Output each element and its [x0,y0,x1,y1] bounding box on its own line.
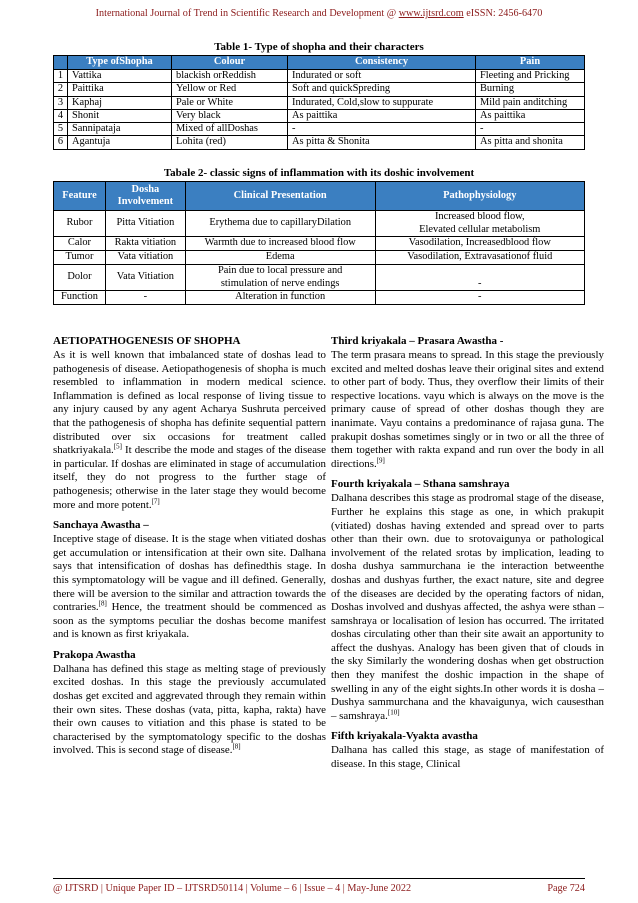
citation: [9] [376,456,385,465]
column-header: Consistency [288,56,476,70]
table-cell: Indurated, Cold,slow to suppurate [288,96,476,109]
table-cell: Lohita (red) [172,136,288,149]
section-heading-fifth-kriyakala: Fifth kriyakala-Vyakta avastha [331,730,478,743]
table-cell: Soft and quickSpreding [288,83,476,96]
table-row [54,70,585,83]
paragraph-aetiopathogenesis: As it is well known that imbalanced state of doshas lead to pathogenesis of disease. Aetiopathogenesis of shopha is much resembled to inflammation in modern medical science. Inflammation is defined as local response of living tissue to any injury caused by any agent Acharya Sushruta perceived that the pathogenesis of shopha has definite sequential pattern distributed over six occasions for treatment called shatkriyakala.[5] It describe the mode and stages of the disease in particular. If doshas are eliminated in stage of accumulation itself, they do not progress to the further stage of pathogenesis; otherwise in the later stage they would become more and more potent.[7] [53,349,326,511]
journal-url-link[interactable]: www.ijtsrd.com [398,8,464,19]
table-cell: Vasodilation, Extravasationof fluid [375,251,584,265]
table-cell: Alteration in function [185,291,375,305]
table-row [54,136,585,149]
table-row [54,265,585,291]
table-cell: 6 [54,136,68,149]
table-cell: Sannipataja [68,123,172,136]
table-row [54,291,585,305]
paragraph-third-kriyakala: The term prasara means to spread. In this stage the previously excited and melted doshas leave their original sites and extend to other part of body. Thus, they overflow their limits of their respective locations. vayu which is always on the move is the primary cause of spread of other doshas though they are inanimate. Vayu contains a predominance of rajasa guna. The prakupit doshas sometimes singly or in two or all the three of them together with rakta expand and run over the body in all directions.[9] [331,349,604,470]
table-cell: 1 [54,70,68,83]
table-cell: Increased blood flow, Elevated cellular metabolism [375,211,584,237]
table1-caption: Table 1- Type of shopha and their characters [214,41,424,53]
table-cell: - [105,291,185,305]
table-cell: 4 [54,109,68,122]
table-row [54,96,585,109]
column-header: Colour [172,56,288,70]
table-cell: Vasodilation, Increasedblood flow [375,237,584,251]
table-cell: - [476,123,585,136]
table-row [54,83,585,96]
table-cell: Rakta vitiation [105,237,185,251]
table-cell: Pitta Vitiation [105,211,185,237]
column-header: Type ofShopha [68,56,172,70]
column-header: Clinical Presentation [185,182,375,211]
journal-header [0,8,638,19]
citation: [5] [113,442,122,451]
column-header: Feature [54,182,106,211]
column-header: Dosha Involvement [105,182,185,211]
table-cell: Shonit [68,109,172,122]
table-cell: Paittika [68,83,172,96]
table-cell: Warmth due to increased blood flow [185,237,375,251]
table-cell: Calor [54,237,106,251]
table-row [54,237,585,251]
table-cell: 5 [54,123,68,136]
table-header-row [54,56,585,70]
section-heading-aetiopathogenesis: AETIOPATHOGENESIS OF SHOPHA [53,335,241,347]
paragraph-sanchaya: Inceptive stage of disease. It is the stage when vitiated doshas get accumulation or intensification at their own site. Dalhana says that intensification of doshas has definedthis stage. In this symptomatology will be vague and ill defined. Generally, there will be aversion to the similar and attraction towards the contraries.[8] Hence, the treatment should be commenced as soon as the symptoms peculiar the doshas become manifest and is known as first kriyakala. [53,533,326,641]
table-cell: Kaphaj [68,96,172,109]
table-cell: - [375,265,584,291]
table-cell: Function [54,291,106,305]
table-cell: Fleeting and Pricking [476,70,585,83]
table-row [54,109,585,122]
table-cell: Pale or White [172,96,288,109]
table-header-row [54,182,585,211]
citation: [7] [151,496,160,505]
table-cell: blackish orReddish [172,70,288,83]
table-row [54,251,585,265]
section-heading-prakopa: Prakopa Awastha [53,648,136,661]
left-column [53,334,326,758]
table-cell: As paittika [476,109,585,122]
table-cell: Vata vitiation [105,251,185,265]
section-heading-sanchaya: Sanchaya Awastha – [53,519,149,532]
inflammation-signs-table [53,181,585,305]
paragraph-fifth-kriyakala: Dalhana has called this stage, as stage of manifestation of disease. In this stage, Clinical [331,744,604,771]
table-cell: Burning [476,83,585,96]
table-cell: Yellow or Red [172,83,288,96]
column-header [54,56,68,70]
table-cell: Erythema due to capillaryDilation [185,211,375,237]
table-cell: As pitta & Shonita [288,136,476,149]
page-number: Page 724 [547,883,585,894]
section-heading-third-kriyakala: Third kriyakala – Prasara Awastha - [331,335,504,347]
table-cell: - [375,291,584,305]
table-cell: Pain due to local pressure and stimulation of nerve endings [185,265,375,291]
right-column [331,334,604,772]
column-header: Pathophysiology [375,182,584,211]
citation: [8] [98,599,107,608]
table-cell: Tumor [54,251,106,265]
table-cell: Mild pain anditching [476,96,585,109]
column-header: Pain [476,56,585,70]
table-cell: As paittika [288,109,476,122]
table-row [54,123,585,136]
citation: [10] [387,708,400,717]
table-cell: 3 [54,96,68,109]
table-cell: Very black [172,109,288,122]
paragraph-prakopa: Dalhana has defined this stage as melting stage of previously excited doshas. In this stage the previously accumulated doshas get excited and aggrevated through they remain within their own sites. These doshas (vata, pitta, kapha, rakta) have their own causes to vitiation and this phase is stated to be characterised by the symptomatology specific to the doshas involved. This is second stage of disease.[8] [53,662,326,757]
table-row [54,211,585,237]
table-cell: As pitta and shonita [476,136,585,149]
footer-paper-info: @ IJTSRD | Unique Paper ID – IJTSRD50114 | Volume – 6 | Issue – 4 | May-June 2022 [53,883,412,894]
table-cell: Agantuja [68,136,172,149]
shopha-types-table [53,55,585,150]
journal-name: International Journal of Trend in Scientific Research and Development @ [95,8,399,19]
section-heading-fourth-kriyakala: Fourth kriyakala – Sthana samshraya [331,478,510,491]
table-cell: Vattika [68,70,172,83]
table-cell: Edema [185,251,375,265]
journal-issn: eISSN: 2456-6470 [463,8,543,19]
page-footer [53,883,585,894]
table-cell: - [288,123,476,136]
paragraph-fourth-kriyakala: Dalhana describes this stage as prodromal stage of the disease, Further he explains this stage as one, in which prakupit (vitiated) doshas having extended and spread over to parts other than their own. due to srotovaigunya or pathological involvement of the related srotas by implication, leading to dosha dushya sammurchana ie the interaction betweenthe doshas and dushyas further, the exact nature, site and degree of the diseases are decided by the operating factors of nidan, Doshas involved and dushyas affected, the ashya were sthan – samshraya or localisation of lesion has occurred. The irritated doshas circulating other than their site await an apportunity to affect the dushyas. Analogy has been given that of clouds in the sky Similarly the wondering doshas when get obstruction then they manifest the doshic impaction in the shape of swelling in any of the eight sights.In other words it is dosha – Dushya sammurchana and the khavaigunya, wich causesthan – samshraya.[10] [331,492,604,722]
table-cell: Rubor [54,211,106,237]
citation: [8] [232,742,241,751]
table-cell: Vata Vitiation [105,265,185,291]
table-cell: Indurated or soft [288,70,476,83]
footer-divider [53,878,585,879]
table-cell: 2 [54,83,68,96]
table-cell: Dolor [54,265,106,291]
table-cell: Mixed of allDoshas [172,123,288,136]
table2-caption: Tabale 2- classic signs of inflammation with its doshic involvement [163,167,475,179]
